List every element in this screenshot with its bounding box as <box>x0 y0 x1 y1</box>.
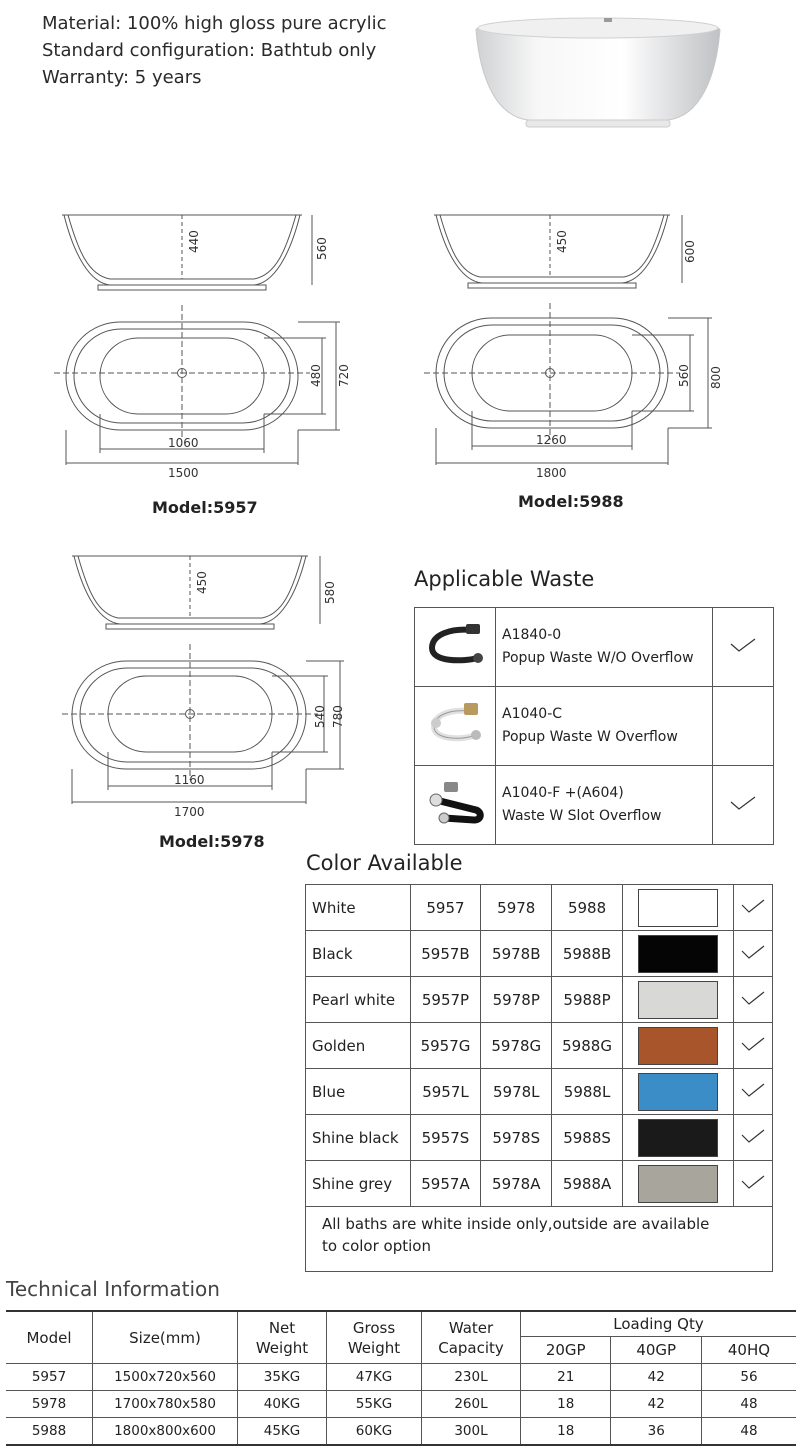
col-gross-weight: Gross Weight <box>327 1311 422 1364</box>
color-available-title: Color Available <box>306 851 463 875</box>
applicable-waste-title: Applicable Waste <box>414 567 595 591</box>
col-40hq: 40HQ <box>701 1337 796 1364</box>
color-code: 5957L <box>410 1069 481 1115</box>
col-water-capacity: Water Capacity <box>422 1311 521 1364</box>
cell-model: 5988 <box>6 1418 93 1446</box>
col-size: Size(mm) <box>93 1311 238 1364</box>
color-code: 5978B <box>481 931 552 977</box>
dim-outer-length: 1800 <box>536 466 567 480</box>
check-icon <box>733 1161 772 1207</box>
dim-depth: 450 <box>195 571 209 594</box>
col-net-weight: Net Weight <box>238 1311 327 1364</box>
color-swatch <box>638 889 718 927</box>
color-swatch <box>638 1119 718 1157</box>
color-swatch <box>638 935 718 973</box>
color-code: 5978A <box>481 1161 552 1207</box>
spec-material: Material: 100% high gloss pure acrylic <box>42 13 387 34</box>
dim-height: 560 <box>315 237 329 260</box>
color-swatch <box>638 1165 718 1203</box>
technical-table <box>6 1310 796 1446</box>
col-20gp: 20GP <box>521 1337 611 1364</box>
color-row <box>306 931 773 977</box>
color-code: 5957 <box>410 885 481 931</box>
check-icon <box>713 608 774 687</box>
dim-height: 580 <box>323 581 337 604</box>
col-model: Model <box>6 1311 93 1364</box>
table-row <box>6 1391 796 1418</box>
color-swatch-cell <box>622 885 733 931</box>
waste-table <box>414 607 774 845</box>
color-code: 5957B <box>410 931 481 977</box>
cell-gross: 47KG <box>327 1364 422 1391</box>
color-table <box>305 884 773 1272</box>
spec-configuration: Standard configuration: Bathtub only <box>42 40 377 61</box>
cell-model: 5957 <box>6 1364 93 1391</box>
waste-row <box>415 687 774 766</box>
dim-height: 600 <box>683 240 697 263</box>
color-code: 5957A <box>410 1161 481 1207</box>
color-name: Blue <box>306 1069 411 1115</box>
check-icon <box>733 1069 772 1115</box>
waste-description: Popup Waste W/O Overflow <box>502 650 694 666</box>
color-code: 5978G <box>481 1023 552 1069</box>
cell-gross: 55KG <box>327 1391 422 1418</box>
color-name: White <box>306 885 411 931</box>
color-code: 5988S <box>552 1115 623 1161</box>
check-icon <box>733 1115 772 1161</box>
color-swatch-cell <box>622 1161 733 1207</box>
dim-inner-length: 1260 <box>536 433 567 447</box>
check-icon <box>733 977 772 1023</box>
waste-row <box>415 608 774 687</box>
model-label-5957: Model:5957 <box>152 498 258 517</box>
dim-outer-length: 1500 <box>168 466 199 480</box>
cell-model: 5978 <box>6 1391 93 1418</box>
dim-inner-length: 1060 <box>168 436 199 450</box>
color-code: 5978S <box>481 1115 552 1161</box>
color-name: Pearl white <box>306 977 411 1023</box>
black-waste-hose-icon <box>415 608 496 687</box>
cell-size: 1700x780x580 <box>93 1391 238 1418</box>
dim-inner-width: 540 <box>313 705 327 728</box>
color-row <box>306 1069 773 1115</box>
color-note: All baths are white inside only,outside are available to color option <box>306 1207 773 1272</box>
cell-gp40: 42 <box>611 1391 701 1418</box>
table-row <box>6 1364 796 1391</box>
waste-code: A1040-F +(A604) <box>502 785 624 801</box>
cell-hq40: 48 <box>701 1418 796 1446</box>
color-code: 5988L <box>552 1069 623 1115</box>
waste-code: A1040-C <box>502 706 563 722</box>
color-swatch-cell <box>622 1069 733 1115</box>
dim-outer-width: 780 <box>331 705 345 728</box>
check-icon <box>733 1023 772 1069</box>
waste-code: A1840-0 <box>502 627 562 643</box>
waste-desc <box>496 687 713 766</box>
color-swatch-cell <box>622 977 733 1023</box>
cell-gp20: 21 <box>521 1364 611 1391</box>
waste-description: Waste W Slot Overflow <box>502 808 662 824</box>
color-name: Black <box>306 931 411 977</box>
color-name: Shine black <box>306 1115 411 1161</box>
dim-outer-width: 720 <box>337 364 351 387</box>
bathtub-product-image <box>468 8 728 137</box>
color-swatch <box>638 1027 718 1065</box>
cell-size: 1500x720x560 <box>93 1364 238 1391</box>
color-code: 5988G <box>552 1023 623 1069</box>
check-icon <box>733 885 772 931</box>
cell-net: 35KG <box>238 1364 327 1391</box>
chrome-waste-hose-icon <box>415 687 496 766</box>
color-code: 5957P <box>410 977 481 1023</box>
spec-warranty: Warranty: 5 years <box>42 67 202 88</box>
cell-net: 40KG <box>238 1391 327 1418</box>
drawing-model-5957 <box>50 205 370 490</box>
col-loading-qty: Loading Qty <box>521 1311 797 1337</box>
color-row <box>306 1023 773 1069</box>
dim-outer-width: 800 <box>709 366 723 389</box>
color-code: 5988P <box>552 977 623 1023</box>
cell-gp20: 18 <box>521 1391 611 1418</box>
cell-hq40: 56 <box>701 1364 796 1391</box>
model-label-5978: Model:5978 <box>159 832 265 851</box>
color-row <box>306 1161 773 1207</box>
color-code: 5978L <box>481 1069 552 1115</box>
dim-inner-width: 480 <box>309 364 323 387</box>
dim-depth: 450 <box>555 230 569 253</box>
cell-water: 300L <box>422 1418 521 1446</box>
color-swatch <box>638 1073 718 1111</box>
cell-gross: 60KG <box>327 1418 422 1446</box>
spec-list <box>42 10 387 91</box>
cell-water: 230L <box>422 1364 521 1391</box>
dim-inner-width: 560 <box>677 364 691 387</box>
cell-gp20: 18 <box>521 1418 611 1446</box>
color-code: 5988A <box>552 1161 623 1207</box>
slot-waste-hose-icon <box>415 766 496 845</box>
color-code: 5957S <box>410 1115 481 1161</box>
color-swatch-cell <box>622 1115 733 1161</box>
color-swatch-cell <box>622 1023 733 1069</box>
col-40gp: 40GP <box>611 1337 701 1364</box>
color-code: 5988 <box>552 885 623 931</box>
color-swatch <box>638 981 718 1019</box>
color-name: Golden <box>306 1023 411 1069</box>
waste-desc <box>496 766 713 845</box>
technical-information-title: Technical Information <box>6 1277 220 1301</box>
waste-desc <box>496 608 713 687</box>
color-code: 5957G <box>410 1023 481 1069</box>
color-row <box>306 885 773 931</box>
color-code: 5978P <box>481 977 552 1023</box>
dim-inner-length: 1160 <box>174 773 205 787</box>
cell-gp40: 42 <box>611 1364 701 1391</box>
waste-description: Popup Waste W Overflow <box>502 729 678 745</box>
check-icon <box>713 766 774 845</box>
drawing-model-5988 <box>420 205 740 490</box>
model-label-5988: Model:5988 <box>518 492 624 511</box>
cell-gp40: 36 <box>611 1418 701 1446</box>
color-code: 5978 <box>481 885 552 931</box>
dim-depth: 440 <box>187 230 201 253</box>
cell-net: 45KG <box>238 1418 327 1446</box>
color-swatch-cell <box>622 931 733 977</box>
check-icon <box>733 931 772 977</box>
table-row <box>6 1418 796 1446</box>
color-code: 5988B <box>552 931 623 977</box>
color-row <box>306 1115 773 1161</box>
cell-hq40: 48 <box>701 1391 796 1418</box>
color-name: Shine grey <box>306 1161 411 1207</box>
waste-row <box>415 766 774 845</box>
color-row <box>306 977 773 1023</box>
cell-water: 260L <box>422 1391 521 1418</box>
dim-outer-length: 1700 <box>174 805 205 819</box>
drawing-model-5978 <box>58 548 358 828</box>
cell-size: 1800x800x600 <box>93 1418 238 1446</box>
